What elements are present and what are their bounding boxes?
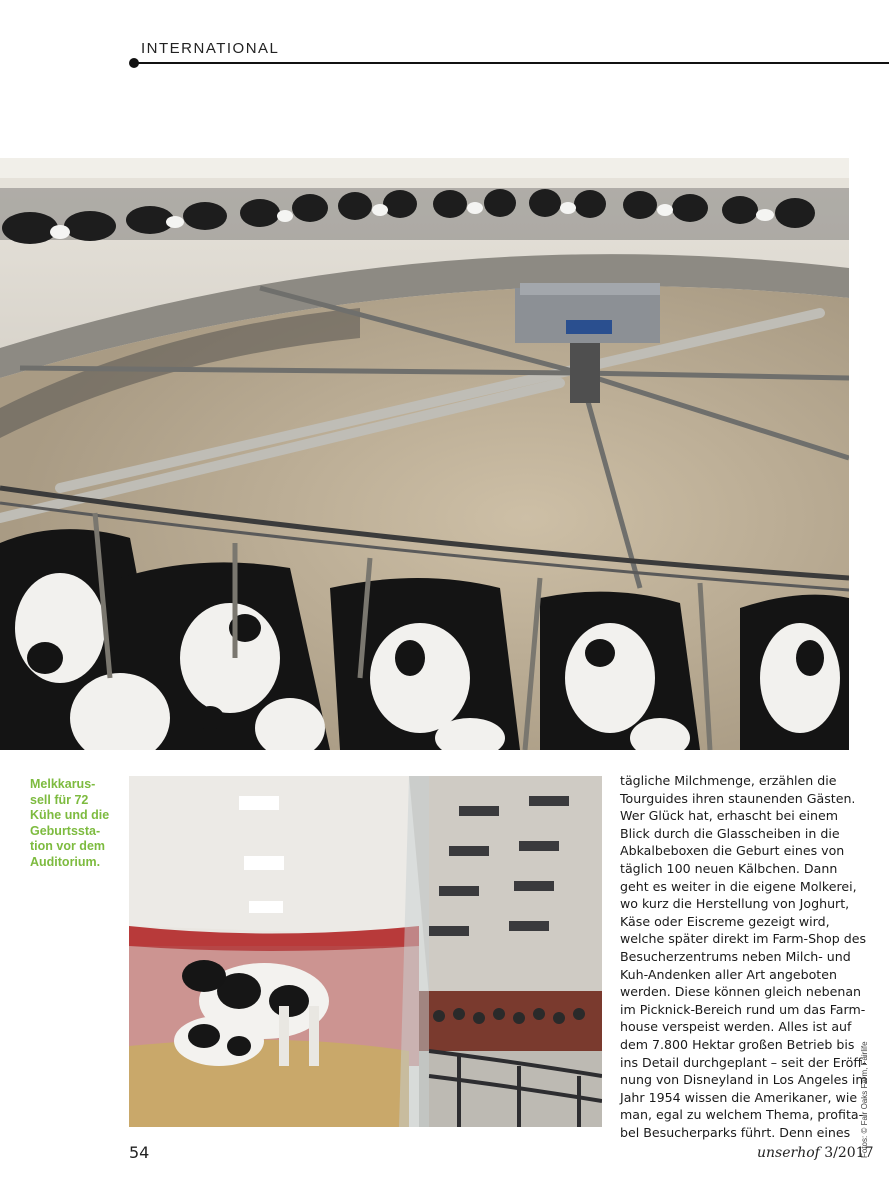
body-line: wo kurz die Herstellung von Joghurt,	[620, 896, 850, 912]
body-line: täglich 100 neuen Kälbchen. Dann	[620, 860, 838, 876]
body-line: Wer Glück hat, erhascht bei einem	[620, 808, 839, 824]
issue-number: 3/2017	[819, 1145, 874, 1161]
milking-carousel-photo	[0, 158, 849, 750]
body-line: Blick durch die Glasscheiben in die	[620, 825, 840, 841]
body-line: man, egal zu welchem Thema, profita-	[620, 1107, 864, 1123]
body-line: Kuh-Andenken aller Art angeboten	[620, 966, 837, 982]
body-line: geht es weiter in die eigene Molkerei,	[620, 878, 857, 894]
birthing-station-photo	[129, 776, 602, 1127]
body-line: Abkalbeboxen die Geburt eines von	[620, 843, 845, 859]
body-line: welche später direkt im Farm-Shop des	[620, 931, 867, 947]
page-number: 54	[129, 1143, 150, 1162]
photo-caption: Melkkarus- sell für 72 Kühe und die Geburtssta- tion vor dem Auditorium.	[30, 777, 110, 869]
body-line: im Picknick-Bereich rund um das Farm-	[620, 1001, 866, 1017]
magazine-issue	[757, 1145, 874, 1161]
section-label: INTERNATIONAL	[141, 40, 280, 57]
body-line: house verspeist werden. Alles ist auf	[620, 1019, 852, 1035]
magazine-name: unserhof	[757, 1145, 820, 1161]
body-line: Tourguides ihren staunenden Gästen.	[620, 790, 856, 806]
body-line: ins Detail durchgeplant – seit der Eröff-	[620, 1054, 867, 1070]
body-line: bel Besucherparks führt. Denn eines	[620, 1124, 851, 1140]
body-line: dem 7.800 Hektar großen Betrieb bis	[620, 1036, 855, 1052]
body-line: werden. Diese können gleich nebenan	[620, 984, 862, 1000]
body-line: Besucherzentrums neben Milch- und	[620, 948, 851, 964]
body-line: Käse oder Eiscreme gezeigt wird,	[620, 913, 830, 929]
body-line: tägliche Milchmenge, erzählen die	[620, 773, 837, 788]
header-rule	[133, 62, 889, 64]
body-line: Jahr 1954 wissen die Amerikaner, wie	[620, 1089, 858, 1105]
photo-credit: Fotos: © Fair Oaks Farm, Fairlife	[860, 1041, 869, 1158]
body-line: nung von Disneyland in Los Angeles im	[620, 1072, 868, 1088]
